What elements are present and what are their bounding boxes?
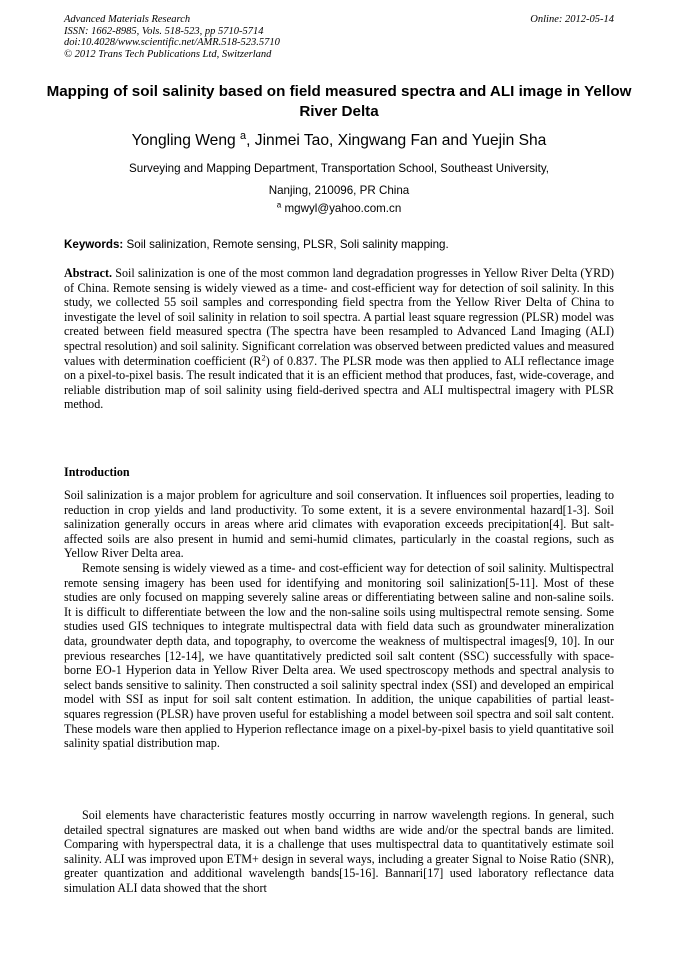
running-header (64, 14, 280, 60)
issn-line: ISSN: 1662-8985, Vols. 518-523, pp 5710-5714 (64, 25, 264, 37)
doi-line: doi:10.4028/www.scientific.net/AMR.518-523.5710 (64, 37, 280, 49)
first-author: Yongling Weng (131, 132, 236, 149)
other-authors: , Jinmei Tao, Xingwang Fan and Yuejin Sha (246, 132, 547, 149)
email-mark: a (276, 200, 282, 210)
journal-name: Advanced Materials Research (64, 14, 191, 25)
intro-paragraph-3: Soil elements have characteristic features mostly occurring in narrow wavelength regions. In general, such detailed spectral signatures are masked out when band widths are wide and/or the spectral bands are limited. Comparing with hyperspectral data, it is a challenge that uses multispectral data to quantitatively estimate soil salinity. ALI was improved upon ETM+ design in several ways, including a greater Signal to Noise Ratio (SNR), greater quantization and additional wavelength bands[15-16]. Bannari[17] used laboratory reflectance data simulation ALI data showed that the short (64, 808, 614, 895)
email-address: mgwyl@yahoo.com.cn (284, 202, 402, 215)
paper-title: Mapping of soil salinity based on field measured spectra and ALI image in Yellow River Delta (46, 83, 632, 120)
affiliation-line-2: Nanjing, 210096, PR China (268, 183, 410, 197)
keywords (64, 237, 616, 252)
author-list (40, 131, 638, 151)
online-date: Online: 2012-05-14 (530, 14, 614, 25)
r-squared-exponent: 2 (261, 351, 266, 362)
intro-paragraph-1: Soil salinization is a major problem for agriculture and soil conservation. It influences soil properties, leading to reduction in crop yields and land productivity. To some extent, it is a severe environmental hazard[1-3]. Soil salinization generally occurs in areas where arid climates with evaporation exceeds precipitation[4]. But salt-affected soils are also present in humid and semi-humid climates, particularly in the coastal regions, such as Yellow River Delta area. (64, 488, 614, 561)
abstract-label: Abstract. (64, 266, 113, 280)
abstract-text-1: Soil salinization is one of the most common land degradation progresses in Yellow River Delta (YRD) of China. Remote sensing is widely viewed as a time- and cost-efficient way for detection of soil salinity. In this study, we collected 55 soil samples and corresponding field spectra from the Yellow River Delta of China to investigate the level of soil salinity in relation to soil spectra. A partial least square regression (PLSR) model was created between field measured spectra (The spectra have been resampled to Advanced Land Imaging (ALI) spectral resolution) and soil salinity. Significant correlation was observed between predicted values and measured values with determination coefficient (R (64, 266, 614, 368)
introduction-body (64, 488, 614, 751)
copyright-line: © 2012 Trans Tech Publications Ltd, Switzerland (64, 48, 272, 60)
introduction-heading: Introduction (64, 465, 130, 479)
affiliation (40, 158, 638, 201)
keywords-text: Soil salinization, Remote sensing, PLSR, Soli salinity mapping. (126, 238, 449, 251)
author-affiliation-mark: a (240, 130, 247, 142)
author-email (40, 201, 638, 217)
abstract-text-2: ) of 0.837. The PLSR mode was then applied to ALI reflectance image on a pixel-to-pixel basis. The result indicated that it is an efficient method that produces, fast, wide-coverage, and reliable distribution map of soil salinity using field-derived spectra and ALI multispectral imagery with PLSR method. (64, 353, 614, 412)
affiliation-line-1: Surveying and Mapping Department, Transportation School, Southeast University, (129, 162, 549, 175)
keywords-label: Keywords: (64, 238, 124, 251)
abstract (64, 266, 614, 412)
intro-paragraph-2: Remote sensing is widely viewed as a time- and cost-efficient way for detection of soil salinity. Multispectral remote sensing imagery has been used for identifying and monitoring soil salinization[5-11]. Most of these studies are only focused on mapping severely saline areas or differentiating between saline and non-saline soils. It is difficult to differentiate between the low and the non-saline soils using multispectral remote sensing. Some studies used GIS techniques to integrate multispectral data with field data such as groundwater mineralization data, groundwater depth data, and topography, to overcome the weakness of multispectral images[9, 10]. In our previous researches [12-14], we have quantitatively predicted soil salt content (SSC) successfully with space-borne EO-1 Hyperion data in Yellow River Delta area. We used spectroscopy methods and spectral analysis to select bands sensitive to salinity. Then constructed a soil salinity spectral index (SSI) and developed an empirical model with SSI as input for soil salt content estimation. In addition, the unique capabilities of partial least-squares regression (PLSR) have proven useful for establishing a model between soil spectra and soil salt content. These models ware then applied to Hyperion reflectance image on a pixel-by-pixel basis to yield quantitative soil salinity spatial distribution map. (64, 560, 614, 751)
